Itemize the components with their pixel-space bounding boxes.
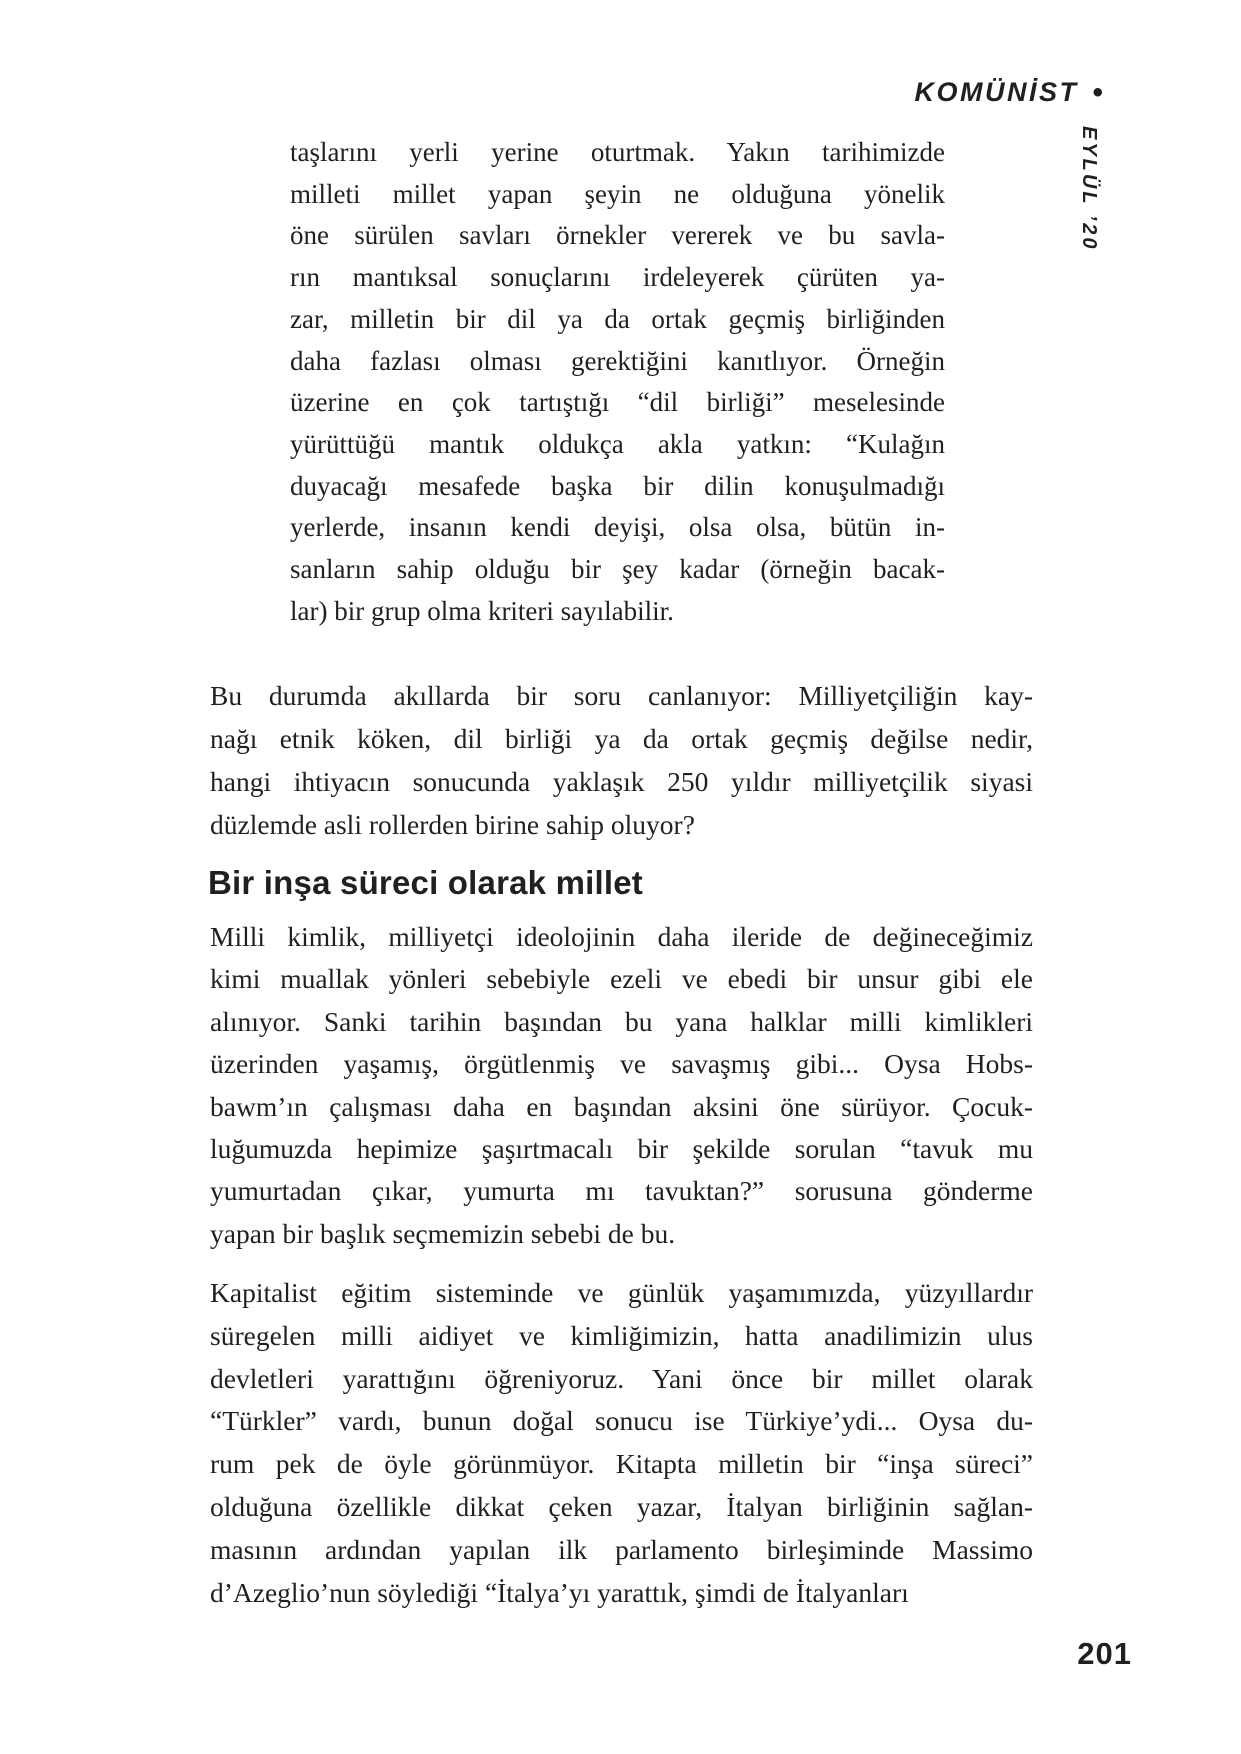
page-number: 201 [1077, 1636, 1132, 1671]
text-line: sanların sahip olduğu bir şey kadar (örneğin bacak- [290, 554, 945, 585]
paragraph-education [210, 1272, 1033, 1614]
masthead-title: KOMÜNİST [914, 77, 1079, 107]
text-line: üzerine en çok tartıştığı “dil birliği” meselesinde [290, 387, 945, 418]
text-line: masının ardından yapılan ilk parlamento birleşiminde Massimo [210, 1533, 1033, 1565]
text-line: üzerinden yaşamış, örgütlenmiş ve savaşmış gibi... Oysa Hobs- [210, 1048, 1033, 1080]
paragraph-identity [210, 916, 1033, 1255]
text-line: taşlarını yerli yerine oturtmak. Yakın tarihimizde [290, 137, 945, 167]
masthead [0, 76, 1103, 110]
issue-label: EYLÜL ’20 [1078, 126, 1100, 252]
text-line: alınıyor. Sanki tarihin başından bu yana halklar milli kimlikleri [210, 1005, 1033, 1037]
text-line: olduğuna özellikle dikkat çeken yazar, İtalyan birliğinin sağlan- [210, 1490, 1033, 1522]
section-heading: Bir inşa süreci olarak millet [208, 864, 643, 901]
text-line: Milli kimlik, milliyetçi ideolojinin daha ileride de değineceğimiz [210, 921, 1033, 952]
text-line: düzlemde asli rollerden birine sahip oluyor? [210, 809, 695, 840]
paragraph-question [210, 674, 1033, 846]
text-line: öne sürülen savları örnekler vererek ve bu savla- [290, 220, 945, 251]
text-line: d’Azeglio’nun söylediği “İtalya’yı yarattık, şimdi de İtalyanları [210, 1576, 909, 1608]
text-line: yerlerde, insanın kendi deyişi, olsa olsa, bütün in- [290, 512, 945, 543]
text-line: kimi muallak yönleri sebebiyle ezeli ve ebedi bir unsur gibi ele [210, 963, 1033, 995]
masthead-bullet-icon: • [1092, 76, 1103, 109]
text-line: daha fazlası olması gerektiğini kanıtlıyor. Örneğin [290, 345, 945, 376]
text-line: zar, milletin bir dil ya da ortak geçmiş birliğinden [290, 303, 945, 334]
text-line: yumurtadan çıkar, yumurta mı tavuktan?” sorusuna gönderme [210, 1175, 1033, 1207]
text-line: milleti millet yapan şeyin ne olduğuna yönelik [290, 178, 945, 209]
text-line: Kapitalist eğitim sisteminde ve günlük yaşamımızda, yüzyıllardır [210, 1277, 1033, 1308]
text-line: süregelen milli aidiyet ve kimliğimizin, hatta anadilimizin ulus [210, 1319, 1033, 1351]
text-line: bawm’ın çalışması daha en başından aksini öne sürüyor. Çocuk- [210, 1090, 1033, 1122]
text-line: hangi ihtiyacın sonucunda yaklaşık 250 yıldır milliyetçilik siyasi [210, 766, 1033, 797]
text-line: nağı etnik köken, dil birliği ya da ortak geçmiş değilse nedir, [210, 723, 1033, 754]
quote-block [290, 132, 945, 632]
text-line: yapan bir başlık seçmemizin sebebi de bu. [210, 1217, 676, 1249]
text-line: devletleri yarattığını öğreniyoruz. Yani önce bir millet olarak [210, 1362, 1033, 1394]
text-line: rum pek de öyle görünmüyor. Kitapta milletin bir “inşa süreci” [210, 1448, 1033, 1480]
text-line: lar) bir grup olma kriteri sayılabilir. [290, 595, 674, 626]
text-line: duyacağı mesafede başka bir dilin konuşulmadığı [290, 470, 945, 501]
text-line: Bu durumda akıllarda bir soru canlanıyor: Milliyetçiliğin kay- [210, 680, 1033, 711]
text-line: yürüttüğü mantık oldukça akla yatkın: “Kulağın [290, 428, 945, 459]
text-line: rın mantıksal sonuçlarını irdeleyerek çürüten ya- [290, 262, 945, 293]
text-line: “Türkler” vardı, bunun doğal sonucu ise Türkiye’ydi... Oysa du- [210, 1405, 1033, 1437]
text-line: luğumuzda hepimize şaşırtmacalı bir şekilde sorulan “tavuk mu [210, 1133, 1033, 1165]
